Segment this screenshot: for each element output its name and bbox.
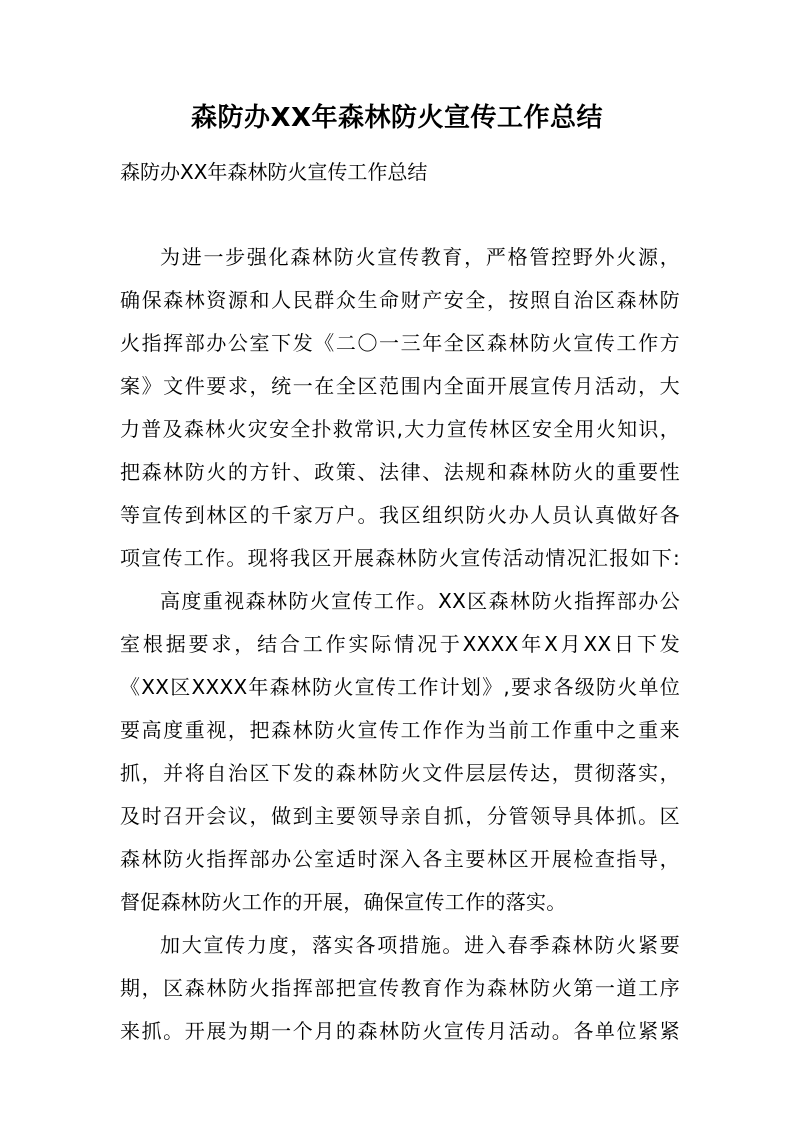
paragraph-line: 把森林防火的方针、政策、法律、法规和森林防火的重要性: [120, 460, 680, 484]
document-subtitle: 森防办XX年森林防火宣传工作总结: [120, 160, 428, 184]
paragraph-line: 及时召开会议，做到主要领导亲自抓，分管领导具体抓。区: [120, 804, 680, 828]
paragraph-line: 抓，并将自治区下发的森林防火文件层层传达，贯彻落实，: [120, 761, 680, 785]
paragraph-line: 等宣传到林区的千家万户。我区组织防火办人员认真做好各: [120, 503, 680, 527]
paragraph-line: 火指挥部办公室下发《二〇一三年全区森林防火宣传工作方: [120, 331, 680, 355]
paragraph-line: 期，区森林防火指挥部把宣传教育作为森林防火第一道工序: [120, 976, 680, 1000]
paragraph-line: 加大宣传力度，落实各项措施。进入春季森林防火紧要: [160, 933, 680, 957]
paragraph-line: 森林防火指挥部办公室适时深入各主要林区开展检查指导，: [120, 847, 680, 871]
paragraph-line: 要高度重视，把森林防火宣传工作作为当前工作重中之重来: [120, 718, 680, 742]
paragraph-line: 案》文件要求，统一在全区范围内全面开展宣传月活动，大: [120, 374, 680, 398]
paragraph-line: 督促森林防火工作的开展，确保宣传工作的落实。: [120, 890, 567, 914]
paragraph-line: 力普及森林火灾安全扑救常识,大力宣传林区安全用火知识，: [120, 417, 680, 441]
paragraph-line: 项宣传工作。现将我区开展森林防火宣传活动情况汇报如下:: [120, 546, 680, 570]
paragraph-line: 高度重视森林防火宣传工作。XX区森林防火指挥部办公: [160, 589, 680, 613]
paragraph-line: 确保森林资源和人民群众生命财产安全，按照自治区森林防: [120, 288, 680, 312]
paragraph-line: 来抓。开展为期一个月的森林防火宣传月活动。各单位紧紧: [120, 1019, 680, 1043]
paragraph-line: 《XX区XXXX年森林防火宣传工作计划》,要求各级防火单位: [120, 675, 680, 699]
paragraph-line: 为进一步强化森林防火宣传教育，严格管控野外火源，: [160, 245, 680, 269]
paragraph-line: 室根据要求，结合工作实际情况于XXXX年X月XX日下发: [120, 632, 680, 656]
document-title: 森防办XX年森林防火宣传工作总结: [190, 103, 604, 133]
